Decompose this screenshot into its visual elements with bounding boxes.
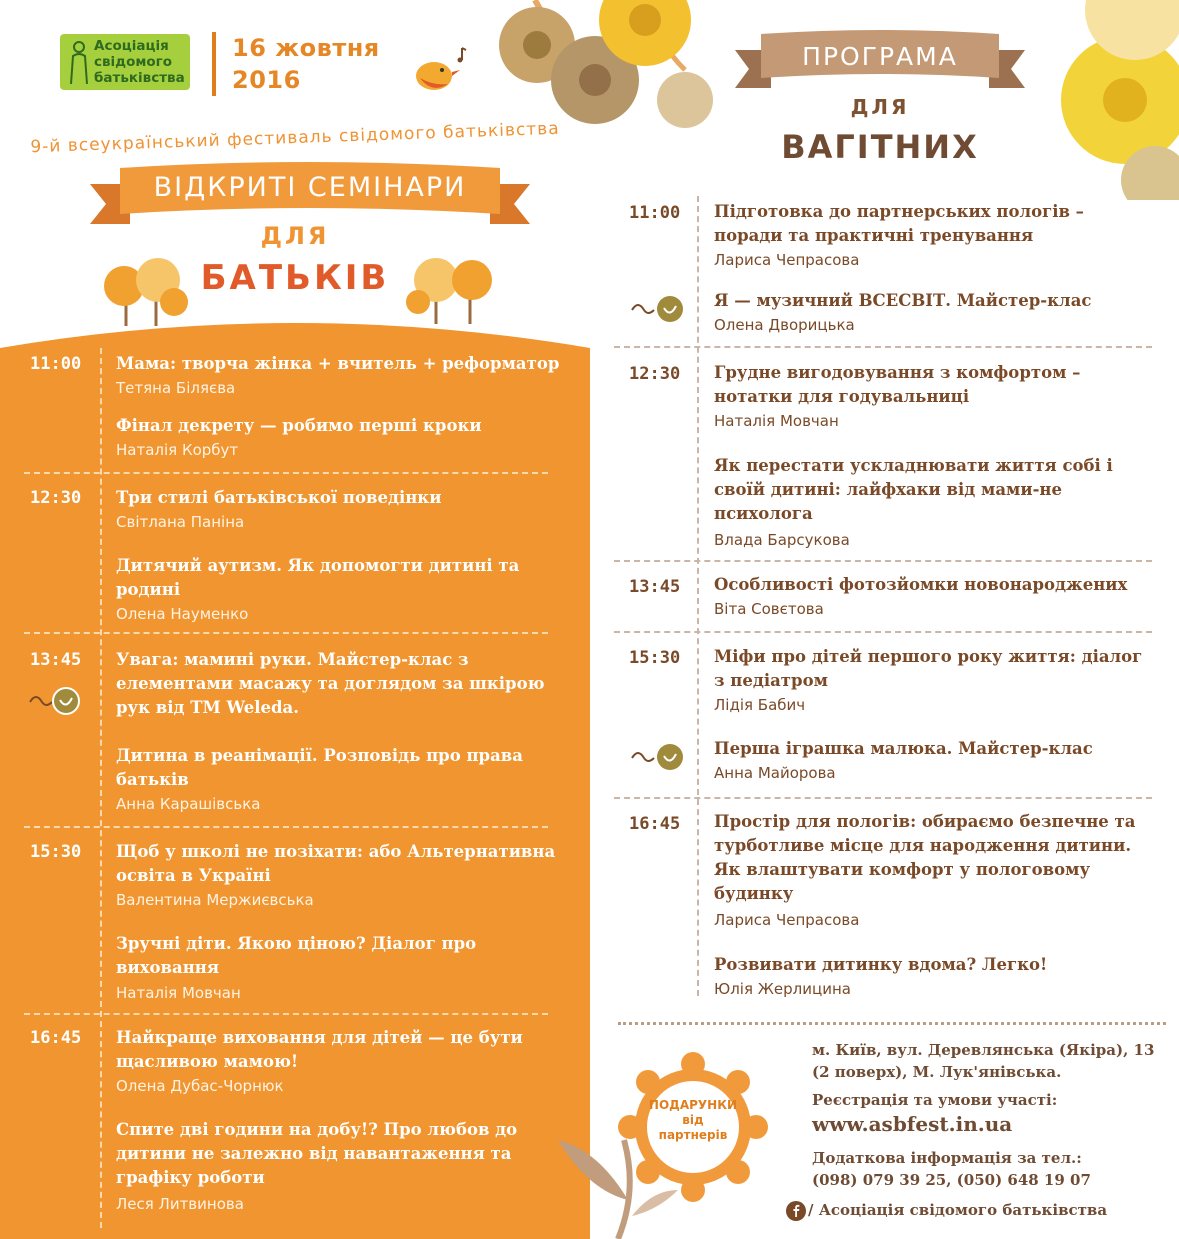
left-subtitle-for: ДЛЯ: [260, 222, 330, 250]
parent-figure-icon: [66, 40, 92, 84]
info-label: Додаткова інформація за тел.:: [812, 1149, 1082, 1167]
right-event-title: Міфи про дітей першого року життя: діалог з педіатром: [714, 647, 1143, 690]
left-event-speaker: Наталія Корбут: [116, 441, 239, 459]
gift-text-line2: від: [682, 1113, 704, 1127]
decorative-trees-left: [96, 256, 192, 326]
right-time: 16:45: [629, 814, 681, 834]
event-date: [232, 32, 380, 96]
left-event-speaker: Олена Дубас-Чорнюк: [116, 1077, 284, 1095]
masterclass-icon: [630, 742, 686, 772]
festival-title: 9-й всеукраїнський фестиваль свідомого батьківства: [30, 118, 560, 158]
right-event-title: Грудне вигодовування з комфортом – нотатки для годувальниці: [714, 363, 1081, 406]
right-time: 11:00: [629, 203, 681, 223]
right-event-speaker: Лариса Чепрасова: [714, 251, 860, 269]
registration-label: Реєстрація та умови участі:: [812, 1091, 1058, 1109]
right-subtitle-for: ДЛЯ: [850, 95, 910, 119]
left-time: 11:00: [30, 354, 82, 374]
left-separator: [24, 632, 548, 634]
left-event-speaker: Наталія Мовчан: [116, 984, 241, 1002]
left-event-title: Щоб у школі не позіхати: або Альтернативна освіта в Україні: [116, 842, 556, 885]
gift-text-line1: ПОДАРУНКИ: [648, 1098, 738, 1112]
right-event-title: Особливості фотозйомки новонароджених: [714, 575, 1128, 594]
right-separator: [614, 631, 1152, 633]
left-time: 12:30: [30, 488, 82, 508]
left-time: 16:45: [30, 1028, 82, 1048]
left-separator: [24, 1013, 548, 1015]
right-event-speaker: Наталія Мовчан: [714, 412, 839, 430]
decorative-trees-right: [406, 254, 506, 324]
left-event-speaker: Олена Науменко: [116, 605, 249, 623]
bird-icon: [402, 44, 472, 98]
right-event-speaker: Юлія Жерлицина: [714, 980, 851, 998]
left-separator: [24, 826, 548, 828]
right-event-speaker: Олена Дворицька: [714, 316, 855, 334]
right-timeline-divider: [697, 196, 699, 996]
right-separator: [614, 797, 1152, 799]
left-event-speaker: Леся Литвинова: [116, 1195, 244, 1213]
address-line2: (2 поверх), М. Лук'янівська.: [812, 1063, 1062, 1081]
right-event-speaker: Віта Совєтова: [714, 600, 824, 618]
right-separator: [614, 560, 1152, 562]
right-event-speaker: Анна Майорова: [714, 764, 836, 782]
logo-text: Асоціація свідомого батьківства: [94, 38, 185, 86]
right-separator: [614, 346, 1152, 348]
left-event-title: Дитина в реанімації. Розповідь про права батьків: [116, 746, 523, 789]
left-event-title: Увага: мамині руки. Майстер-клас з елементами масажу та доглядом за шкірою рук від ТМ Weleda.: [116, 650, 545, 717]
masterclass-icon: [630, 294, 686, 324]
header-divider: [212, 32, 216, 96]
right-event-speaker: Лідія Бабич: [714, 696, 806, 714]
left-event-speaker: Валентина Мержиєвська: [116, 891, 314, 909]
facebook-link[interactable]: / Асоціація свідомого батьківства: [808, 1201, 1108, 1219]
left-event-title: Мама: творча жінка + вчитель + реформатор: [116, 354, 560, 373]
left-event-title: Три стилі батьківської поведінки: [116, 488, 442, 507]
ribbon-program-text: ПРОГРАМА: [802, 42, 958, 71]
phone-numbers: (098) 079 39 25, (050) 648 19 07: [812, 1171, 1091, 1189]
facebook-icon[interactable]: [786, 1201, 806, 1221]
ribbon-seminars-text: ВІДКРИТІ СЕМІНАРИ: [153, 172, 467, 203]
left-subtitle-parents: БАТЬКІВ: [200, 258, 390, 298]
left-separator: [24, 472, 548, 474]
left-event-title: Дитячий аутизм. Як допомогти дитині та родині: [116, 556, 520, 599]
left-event-title: Спите дві години на добу!? Про любов до дитини не залежно від навантаження та графіку роботи: [116, 1120, 518, 1187]
masterclass-icon: [28, 686, 84, 716]
right-event-title: Як перестати ускладнювати життя собі і своїй дитині: лайфхаки від мами-не психолога: [714, 456, 1113, 523]
right-subtitle-pregnant: ВАГІТНИХ: [781, 128, 979, 166]
gift-text-line3: партнерів: [658, 1128, 728, 1142]
left-event-speaker: Тетяна Біляєва: [116, 379, 236, 397]
left-event-speaker: Світлана Паніна: [116, 513, 245, 531]
left-event-title: Найкраще виховання для дітей — це бути щасливою мамою!: [116, 1028, 523, 1071]
right-event-speaker: Лариса Чепрасова: [714, 911, 860, 929]
footer-divider: [618, 1022, 1166, 1025]
left-event-speaker: Анна Карашівська: [116, 795, 261, 813]
left-time: 13:45: [30, 650, 82, 670]
address-line1: м. Київ, вул. Деревлянська (Якіра), 13: [812, 1041, 1155, 1059]
right-event-title: Я — музичний ВСЕСВІТ. Майстер-клас: [714, 291, 1092, 310]
right-event-title: Підготовка до партнерських пологів – поради та практичні тренування: [714, 202, 1084, 245]
right-event-title: Розвивати дитинку вдома? Легко!: [714, 955, 1048, 974]
right-time: 12:30: [629, 364, 681, 384]
right-time: 13:45: [629, 577, 681, 597]
right-time: 15:30: [629, 648, 681, 668]
right-event-speaker: Влада Барсукова: [714, 531, 850, 549]
left-event-title: Фінал декрету — робимо перші кроки: [116, 416, 482, 435]
left-timeline-divider: [100, 348, 102, 1228]
website-link[interactable]: www.asbfest.in.ua: [812, 1112, 1013, 1136]
left-time: 15:30: [30, 842, 82, 862]
event-date-year: 2016: [232, 66, 301, 94]
event-date-day: 16 жовтня: [232, 34, 380, 62]
left-event-title: Зручні діти. Якою ціною? Діалог про виховання: [116, 934, 477, 977]
right-event-title: Перша іграшка малюка. Майстер-клас: [714, 739, 1093, 758]
right-event-title: Простір для пологів: обираємо безпечне та турботливе місце для народження дитини. Як влаштувати комфорт у пологовому будинку: [714, 812, 1136, 903]
gift-text: [640, 1098, 746, 1143]
